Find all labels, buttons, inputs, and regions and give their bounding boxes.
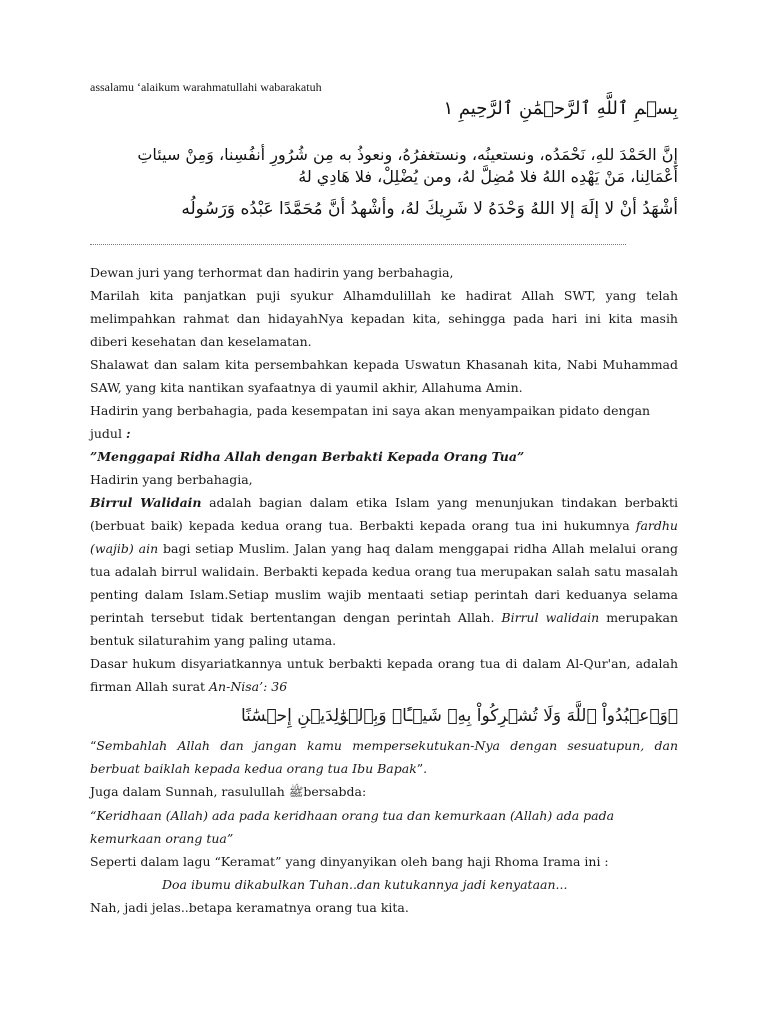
paragraph-song: Seperti dalam lagu “Keramat” yang dinyanyikan oleh bang haji Rhoma Irama ini : — [90, 854, 609, 869]
term-birrul-lower: Birrul walidain — [501, 610, 600, 625]
sunnah-text-a: Juga dalam Sunnah, rasulullah — [90, 784, 289, 799]
surah-reference: An-Nisa’: 36 — [209, 679, 288, 694]
term-fardhu: fardhu (wajib) ain — [90, 518, 678, 556]
quran-verse: ۞وَٱعۡبُدُواْ ٱللَّهَ وَلَا تُشۡرِكُواْ بِهِۦ شَيۡـًٔاۖ وَبِٱلۡوَٰلِدَيۡنِ إِحۡسَٰنًا — [240, 706, 678, 726]
arabic-bismillah: بِسۡمِ ٱللَّهِ ٱلرَّحۡمَٰنِ ٱلرَّحِيمِ ١ — [443, 98, 678, 119]
paragraph-legal-basis — [90, 652, 678, 698]
song-lyric: Doa ibumu dikabulkan Tuhan..dan kutukannya jadi kenyataan... — [162, 877, 568, 892]
speech-title: ”Menggapai Ridha Allah dengan Berbakti Kepada Orang Tua” — [90, 449, 525, 464]
paragraph-birrul-walidain — [90, 491, 678, 652]
paragraph-sunnah — [90, 780, 678, 804]
hadith-quote: “Keridhaan (Allah) ada pada keridhaan orang tua dan kemurkaan (Allah) ada pada kemurkaan orang tua” — [90, 808, 615, 846]
birrul-text-a: adalah bagian dalam etika Islam yang menunjukan tindakan berbakti (berbuat baik) kepada kedua orang tua. Berbakti kepada orang tua ini hukumnya — [90, 495, 678, 533]
intro-colon: : — [125, 426, 131, 441]
arabic-khutbah: إِنَّ الحَمْدَ للهِ، نَحْمَدُه، ونستعينُه، ونستغفرُهُ، ونعوذُ به مِن شُرُورِ أنفُسِنا، وَمِنْ سيئاتِ أعْمَالِنا، مَنْ يَهْدِه اللهُ فلا مُضِلَّ لهُ، ومن يُضْلِلْ، فلا هَادِي لهُ — [137, 145, 678, 186]
paragraph-intro — [90, 399, 678, 445]
translation-text: Sembahlah Allah dan jangan kamu mempersekutukan-Nya dengan sesuatupun, dan berbuat baiklah kepada kedua orang tua Ibu Bapak — [90, 738, 678, 776]
term-birrul-walidain: Birrul Walidain — [90, 495, 202, 510]
paragraph-closing: Nah, jadi jelas..betapa keramatnya orang tua kita. — [90, 900, 409, 915]
paragraph-shalawat: Shalawat dan salam kita persembahkan kepada Uswatun Khasanah kita, Nabi Muhammad SAW, yang kita nantikan syafaatnya di yaumil akhir, Allahuma Amin. — [90, 357, 678, 395]
legal-basis-text: Dasar hukum disyariatkannya untuk berbakti kepada orang tua di dalam Al-Qur'an, adalah firman Allah surat — [90, 656, 678, 694]
paragraph-audience: Hadirin yang berbahagia, — [90, 472, 253, 487]
dotted-divider — [90, 244, 626, 245]
paragraph-praise: Marilah kita panjatkan puji syukur Alhamdulillah ke hadirat Allah SWT, yang telah melimpahkan rahmat dan hidayahNya kepadan kita, sehingga pada hari ini kita masih diberi kesehatan dan keselamatan. — [90, 288, 678, 349]
quote-open: “ — [90, 738, 97, 753]
greeting: assalamu ‘alaikum warahmatullahi wabarakatuh — [90, 80, 322, 94]
birrul-text-b: bagi setiap Muslim. Jalan yang haq dalam menggapai ridha Allah melalui orang tua adalah birrul walidain. Berbakti kepada kedua orang tua merupakan salah satu masalah penting dalam Islam.Setiap muslim wajib mentaati setiap perintah dari keduanya selama perintah tersebut tidak bertentangan dengan perintah Allah. — [90, 541, 678, 625]
sunnah-text-b: bersabda: — [303, 784, 367, 799]
birrul-text-c: merupakan bentuk silaturahim yang paling utama. — [90, 610, 679, 648]
speech-body — [90, 261, 678, 919]
verse-translation — [90, 734, 678, 780]
saw-glyph: ﷺ — [288, 785, 304, 799]
quote-close: ”. — [416, 761, 428, 776]
paragraph-opening: Dewan juri yang terhormat dan hadirin yang berbahagia, — [90, 265, 454, 280]
intro-text: Hadirin yang berbahagia, pada kesempatan ini saya akan menyampaikan pidato dengan judul — [90, 403, 651, 441]
arabic-syahadat: أشْهَدُ أنْ لا إلَهَ إلا اللهُ وَحْدَهُ لا شَرِيكَ لهُ، وأشْهدُ أنَّ مُحَمَّدًا عَبْدُه وَرَسُولُه — [181, 199, 678, 219]
